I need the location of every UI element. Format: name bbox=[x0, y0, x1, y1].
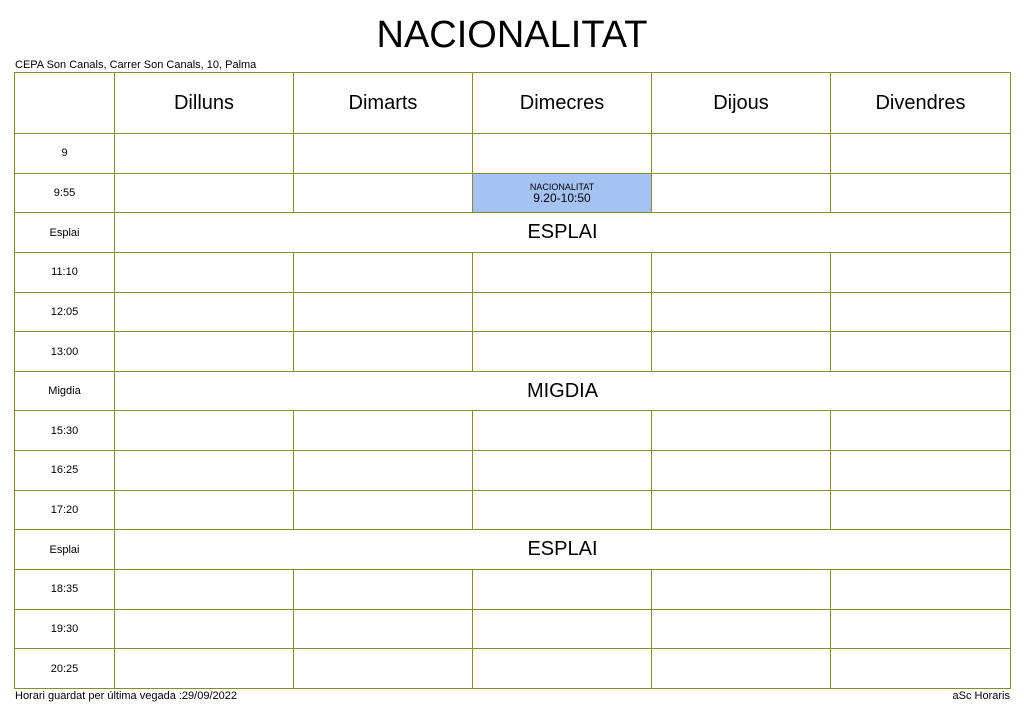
empty-slot[interactable] bbox=[473, 649, 652, 689]
empty-slot[interactable] bbox=[652, 411, 831, 451]
corner-cell bbox=[15, 73, 115, 134]
empty-slot[interactable] bbox=[294, 649, 473, 689]
lesson-card[interactable] bbox=[473, 173, 652, 213]
empty-slot[interactable] bbox=[652, 252, 831, 292]
empty-slot[interactable] bbox=[831, 252, 1011, 292]
empty-slot[interactable] bbox=[831, 609, 1011, 649]
time-slot-label: 16:25 bbox=[15, 451, 115, 491]
time-slot-label: Esplai bbox=[15, 530, 115, 570]
time-slot-label: 9:55 bbox=[15, 173, 115, 213]
timetable-row bbox=[15, 451, 1011, 491]
timetable-row bbox=[15, 292, 1011, 332]
empty-slot[interactable] bbox=[294, 451, 473, 491]
empty-slot[interactable] bbox=[831, 451, 1011, 491]
lesson-time: 9.20-10:50 bbox=[533, 190, 591, 205]
time-slot-label: 17:20 bbox=[15, 490, 115, 530]
empty-slot[interactable] bbox=[652, 134, 831, 174]
empty-slot[interactable] bbox=[652, 292, 831, 332]
timetable-row bbox=[15, 649, 1011, 689]
timetable-row bbox=[15, 332, 1011, 372]
empty-slot[interactable] bbox=[831, 173, 1011, 213]
empty-slot[interactable] bbox=[115, 490, 294, 530]
day-header: Divendres bbox=[831, 73, 1011, 134]
empty-slot[interactable] bbox=[294, 411, 473, 451]
timetable-row bbox=[15, 173, 1011, 213]
empty-slot[interactable] bbox=[652, 570, 831, 610]
empty-slot[interactable] bbox=[115, 134, 294, 174]
empty-slot[interactable] bbox=[115, 570, 294, 610]
school-address: CEPA Son Canals, Carrer Son Canals, 10, Palma bbox=[15, 59, 257, 71]
empty-slot[interactable] bbox=[473, 411, 652, 451]
empty-slot[interactable] bbox=[831, 411, 1011, 451]
empty-slot[interactable] bbox=[652, 173, 831, 213]
page-title: NACIONALITAT bbox=[376, 14, 648, 56]
time-slot-label: Esplai bbox=[15, 213, 115, 253]
empty-slot[interactable] bbox=[473, 252, 652, 292]
timetable-row bbox=[15, 134, 1011, 174]
empty-slot[interactable] bbox=[831, 649, 1011, 689]
empty-slot[interactable] bbox=[294, 332, 473, 372]
empty-slot[interactable] bbox=[831, 134, 1011, 174]
timetable-row bbox=[15, 252, 1011, 292]
empty-slot[interactable] bbox=[294, 490, 473, 530]
empty-slot[interactable] bbox=[473, 332, 652, 372]
day-header: Dilluns bbox=[115, 73, 294, 134]
empty-slot[interactable] bbox=[831, 292, 1011, 332]
empty-slot[interactable] bbox=[115, 173, 294, 213]
empty-slot[interactable] bbox=[473, 292, 652, 332]
empty-slot[interactable] bbox=[115, 649, 294, 689]
day-header: Dimecres bbox=[473, 73, 652, 134]
empty-slot[interactable] bbox=[294, 134, 473, 174]
timetable-row bbox=[15, 490, 1011, 530]
header-row bbox=[15, 73, 1011, 134]
time-slot-label: 11:10 bbox=[15, 252, 115, 292]
empty-slot[interactable] bbox=[115, 411, 294, 451]
empty-slot[interactable] bbox=[473, 609, 652, 649]
empty-slot[interactable] bbox=[294, 292, 473, 332]
last-saved-note: Horari guardat per última vegada :29/09/2022 bbox=[15, 690, 237, 702]
empty-slot[interactable] bbox=[115, 451, 294, 491]
empty-slot[interactable] bbox=[473, 451, 652, 491]
empty-slot[interactable] bbox=[652, 649, 831, 689]
empty-slot[interactable] bbox=[831, 490, 1011, 530]
timetable-row bbox=[15, 411, 1011, 451]
empty-slot[interactable] bbox=[831, 570, 1011, 610]
empty-slot[interactable] bbox=[294, 173, 473, 213]
time-slot-label: 12:05 bbox=[15, 292, 115, 332]
timetable-row bbox=[15, 371, 1011, 411]
break-banner: MIGDIA bbox=[115, 371, 1011, 411]
time-slot-label: Migdia bbox=[15, 371, 115, 411]
empty-slot[interactable] bbox=[652, 451, 831, 491]
empty-slot[interactable] bbox=[294, 609, 473, 649]
empty-slot[interactable] bbox=[473, 134, 652, 174]
empty-slot[interactable] bbox=[652, 490, 831, 530]
empty-slot[interactable] bbox=[652, 609, 831, 649]
empty-slot[interactable] bbox=[115, 609, 294, 649]
time-slot-label: 18:35 bbox=[15, 570, 115, 610]
empty-slot[interactable] bbox=[652, 332, 831, 372]
empty-slot[interactable] bbox=[115, 252, 294, 292]
empty-slot[interactable] bbox=[294, 570, 473, 610]
timetable-body bbox=[15, 134, 1011, 689]
time-slot-label: 20:25 bbox=[15, 649, 115, 689]
software-brand: aSc Horaris bbox=[952, 690, 1010, 702]
timetable-row bbox=[15, 213, 1011, 253]
empty-slot[interactable] bbox=[473, 490, 652, 530]
timetable-row bbox=[15, 609, 1011, 649]
lesson-name: NACIONALITAT bbox=[529, 181, 595, 192]
time-slot-label: 13:00 bbox=[15, 332, 115, 372]
empty-slot[interactable] bbox=[473, 570, 652, 610]
break-banner: ESPLAI bbox=[115, 213, 1011, 253]
break-banner: ESPLAI bbox=[115, 530, 1011, 570]
timetable-grid bbox=[14, 72, 1011, 689]
time-slot-label: 15:30 bbox=[15, 411, 115, 451]
time-slot-label: 9 bbox=[15, 134, 115, 174]
empty-slot[interactable] bbox=[831, 332, 1011, 372]
empty-slot[interactable] bbox=[294, 252, 473, 292]
time-slot-label: 19:30 bbox=[15, 609, 115, 649]
day-header: Dijous bbox=[652, 73, 831, 134]
empty-slot[interactable] bbox=[115, 292, 294, 332]
timetable-row bbox=[15, 530, 1011, 570]
empty-slot[interactable] bbox=[115, 332, 294, 372]
timetable-row bbox=[15, 570, 1011, 610]
day-header: Dimarts bbox=[294, 73, 473, 134]
